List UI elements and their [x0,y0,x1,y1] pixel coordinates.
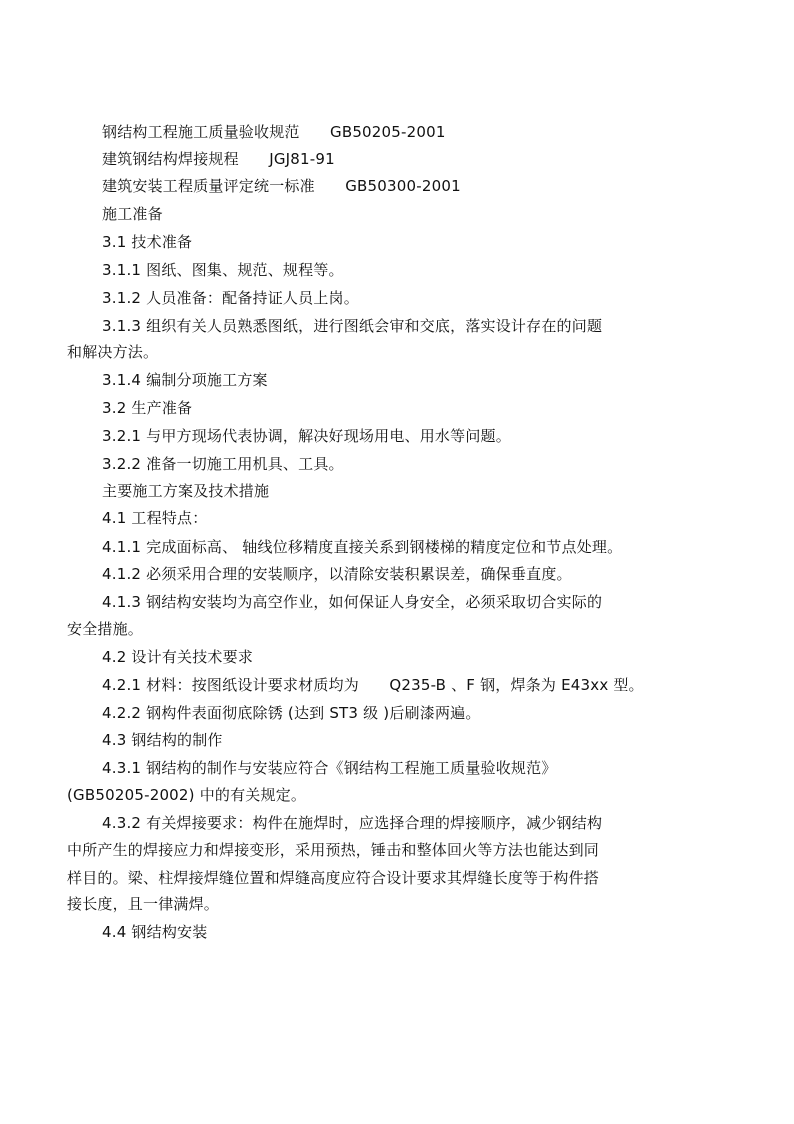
subsection-heading: 3.2 生产准备 [102,399,193,417]
text-line: 样目的。梁、柱焊接焊缝位置和焊缝高度应符合设计要求其焊缝长度等于构件搭 [67,869,600,887]
text-line: 3.1.4 编制分项施工方案 [102,371,268,389]
text-line: 建筑安装工程质量评定统一标准 GB50300-2001 [102,177,461,195]
text-line: 3.2.2 准备一切施工用机具、工具。 [102,455,344,473]
text-line: 4.2.1 材料：按图纸设计要求材质均为 Q235-B 、F 钢，焊条为 E43xx 型。 [102,676,644,694]
text-line: 中所产生的焊接应力和焊接变形，采用预热，锤击和整体回火等方法也能达到同 [67,841,600,859]
text-line: 3.2.1 与甲方现场代表协调，解决好现场用电、用水等问题。 [102,427,511,445]
text-line: 建筑钢结构焊接规程 JGJ81-91 [102,150,335,168]
text-line: 接长度，且一律满焊。 [67,895,220,913]
section-heading: 主要施工方案及技术措施 [102,482,270,500]
text-line: 4.1.1 完成面标高、 轴线位移精度直接关系到钢楼梯的精度定位和节点处理。 [102,538,623,556]
text-line: 3.1.3 组织有关人员熟悉图纸，进行图纸会审和交底，落实设计存在的问题 [102,317,603,335]
subsection-heading: 4.2 设计有关技术要求 [102,648,254,666]
text-line: 4.3.1 钢结构的制作与安装应符合《钢结构工程施工质量验收规范》 [102,759,557,777]
subsection-heading: 4.4 钢结构安装 [102,923,208,941]
text-line: 3.1.2 人员准备：配备持证人员上岗。 [102,289,359,307]
text-line: 4.2.2 钢构件表面彻底除锈 (达到 ST3 级 )后刷漆两遍。 [102,704,481,722]
text-line: 4.1.2 必须采用合理的安装顺序，以清除安装积累误差，确保垂直度。 [102,565,572,583]
subsection-heading: 4.3 钢结构的制作 [102,731,223,749]
subsection-heading: 4.1 工程特点： [102,509,208,527]
text-line: 4.3.2 有关焊接要求：构件在施焊时，应选择合理的焊接顺序，减少钢结构 [102,814,603,832]
text-line: 安全措施。 [67,620,144,638]
section-heading: 施工准备 [102,205,163,223]
text-line: (GB50205-2002) 中的有关规定。 [67,786,307,804]
text-line: 3.1.1 图纸、图集、规范、规程等。 [102,261,344,279]
subsection-heading: 3.1 技术准备 [102,233,193,251]
text-line: 4.1.3 钢结构安装均为高空作业，如何保证人身安全，必须采取切合实际的 [102,593,603,611]
text-line: 钢结构工程施工质量验收规范 GB50205-2001 [102,123,446,141]
text-line: 和解决方法。 [67,343,159,361]
